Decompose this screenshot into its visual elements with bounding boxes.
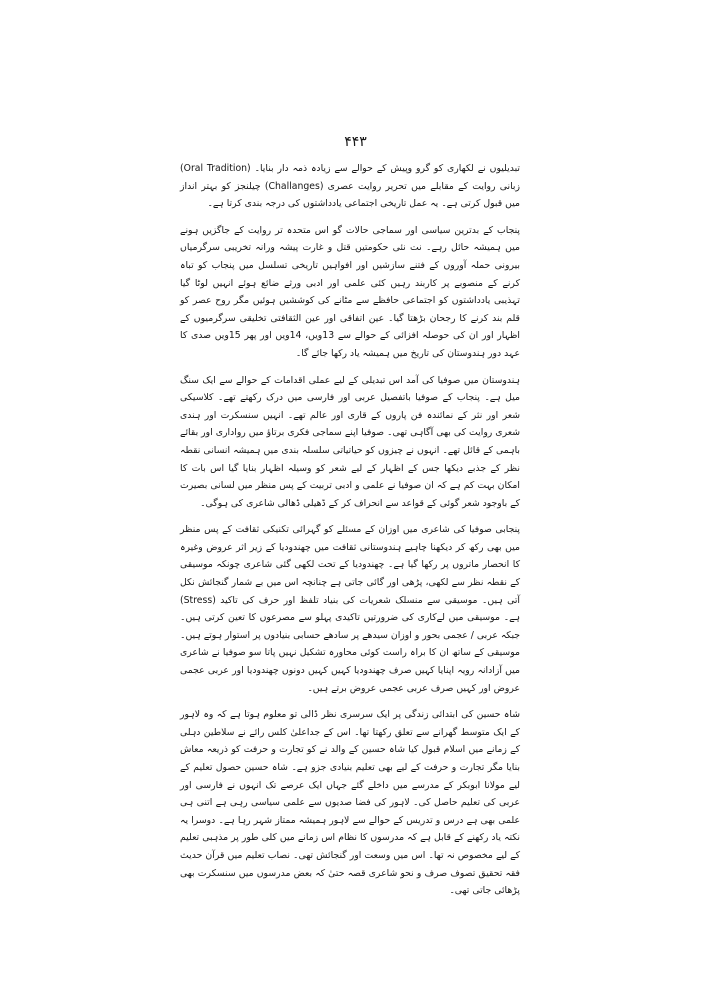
paragraph: پنجاب کے بدترین سیاسی اور سماجی حالات گو اس متحدہ تر روایت کے جاگزیں ہونے میں ہمیشہ حائل رہے۔ نت نئی حکومتیں قتل و غارت پیشہ ورانہ تخریبی سرگرمیاں بیرونی حملہ آوروں کے فتنے سازشیں اور افواہیں تاریخی تسلسل میں پنجاب کو تباہ کرنے کے منصوبے پر کاربند رہیں کئی علمی اور ادبی ورثے ضائع ہوئے انہیں لوٹا گیا تہذیبی یادداشتوں کو اجتماعی حافظے سے مٹانے کی کوششیں ہوئیں مگر روح عصر کو قلم بند کرنے کا رجحان بڑھتا گیا۔ عین اتفاقی اور عین الثقافتی تخلیقی سرگرمیوں کے اظہار اور ان کی حوصلہ افزائی کے حوالے سے 13ویں، 14ویں اور پھر 15ویں صدی کا عہد دور ہندوستان کی تاریخ میں ہمیشہ یاد رکھا جائے گا۔ [180,224,520,359]
paragraph: ہندوستان میں صوفیا کی آمد اس تبدیلی کے لیے عملی اقدامات کے حوالے سے ایک سنگ میل ہے۔ پنجاب کے صوفیا باتفصیل عربی اور فارسی میں درک رکھتے تھے۔ کلاسیکی شعر اور نثر کے نمائندہ فن پاروں کے قاری اور عالم تھے۔ انہیں سنسکرت اور ہندی شعری روایت کی بھی آگاہی تھی۔ صوفیا اپنے سماجی فکری برتاؤ میں رواداری اور بقائے باہمی کے قائل تھے۔ انہوں نے چیزوں کو حیاتیاتی سلسلہ بندی میں ہمیشہ انسانی نقطہ نظر کے جذبے دیکھا جس کے اظہار کے لیے شعر کو وسیلہ اظہار بنایا گیا اس بات کا امکان بہت کم ہے کہ ان صوفیا نے علمی و ادبی تربیت کے پس منظر میں لسانی بصیرت کے باوجود شعر گوئی کے قواعد سے انحراف کر کے ڈھیلی ڈھالی شاعری کی ہوگی۔ [180,374,520,509]
paragraph: تبدیلیوں نے لکھاری کو گرو وپیش کے حوالے سے زیادہ ذمہ دار بنایا۔ (Oral Tradition) زبانی روایت کے مقابلے میں تحریر روایت عصری (Challanges) چیلنجز کو بہتر انداز میں قبول کرتی ہے۔ یہ عمل تاریخی اجتماعی یادداشتوں کی درجہ بندی کرتا ہے۔ [180,163,521,210]
paragraph: پنجابی صوفیا کی شاعری میں اوزان کے مسئلے کو گہرائی تکنیکی ثقافت کے پس منظر میں بھی رکھ کر دیکھنا چاہیے ہندوستانی ثقافت میں چھندودیا کے زیر اثر عروض وغیرہ کا انحصار ماتروں پر رکھا گیا ہے۔ چھندودیا کے تحت لکھی گئی شاعری چونکہ موسیقی کے نقطہ نظر سے لکھی، پڑھی اور گائی جاتی ہے چنانچہ اس میں بے شمار گنجائش نکل آتی ہیں۔ موسیقی سے منسلک شعریات کی بنیاد تلفظ اور حرف کی تاکید (Stress) ہے۔ موسیقی میں لےکاری کی ضرورتیں تاکیدی پہلو سے مصرعوں کا تعین کرتی ہیں۔ جبکہ عربی / عجمی بحور و اوزان سیدھے پر سادھے حسابی بنیادوں پر استوار ہوتے ہیں۔ موسیقی کے ساتھ ان کا براہ راست کوئی محاورہ تشکیل نہیں پاتا سو صوفیا نے شاعری میں آزادانہ رویہ اپنایا کہیں صرف چھندودیا کہیں کہیں دونوں چھندودیا اور عربی عجمی عروض اور کہیں صرف عربی عجمی عروض برتے ہیں۔ [180,524,520,694]
paragraph: شاہ حسین کی ابتدائی زندگی پر ایک سرسری نظر ڈالی تو معلوم ہوتا ہے کہ وہ لاہور کے ایک متوسط گھرانے سے تعلق رکھتا تھا۔ اس کے جداعلیٰ کلس رائے نے سلاطین دہلی کے زمانے میں اسلام قبول کیا شاہ حسین کے والد نے کو تجارت و حرفت کو ذریعہ معاش بنایا مگر تجارت و حرفت کے لیے بھی تعلیم بنیادی جزو ہے۔ شاہ حسین حصول تعلیم کے لیے مولانا ابوبکر کے مدرسے میں داخلے گئے جہاں ایک عرصے تک انہوں نے فارسی اور عربی کی تعلیم حاصل کی۔ لاہور کی فضا صدیوں سے علمی سیاسی رہی ہے اتنی ہی علمی بھی ہے درس و تدریس کے حوالے سے لاہور ہمیشہ ممتاز شہر رہا ہے۔ دوسرا یہ نکتہ یاد رکھنے کے قابل ہے کہ مدرسوں کا نظام اس زمانے میں کلی طور پر مذہبی تعلیم کے لیے مخصوص نہ تھا۔ اس میں وسعت اور گنجائش تھی۔ نصاب تعلیم میں قرآن حدیث فقہ تحقیق تصوف صرف و نحو شاعری قصہ حتیٰ کہ بعض مدرسوں میں سنسکرت بھی پڑھائی جاتی تھی۔ [180,709,520,897]
body-text [180,160,520,909]
page-number: ۴۴۳ [344,134,367,150]
